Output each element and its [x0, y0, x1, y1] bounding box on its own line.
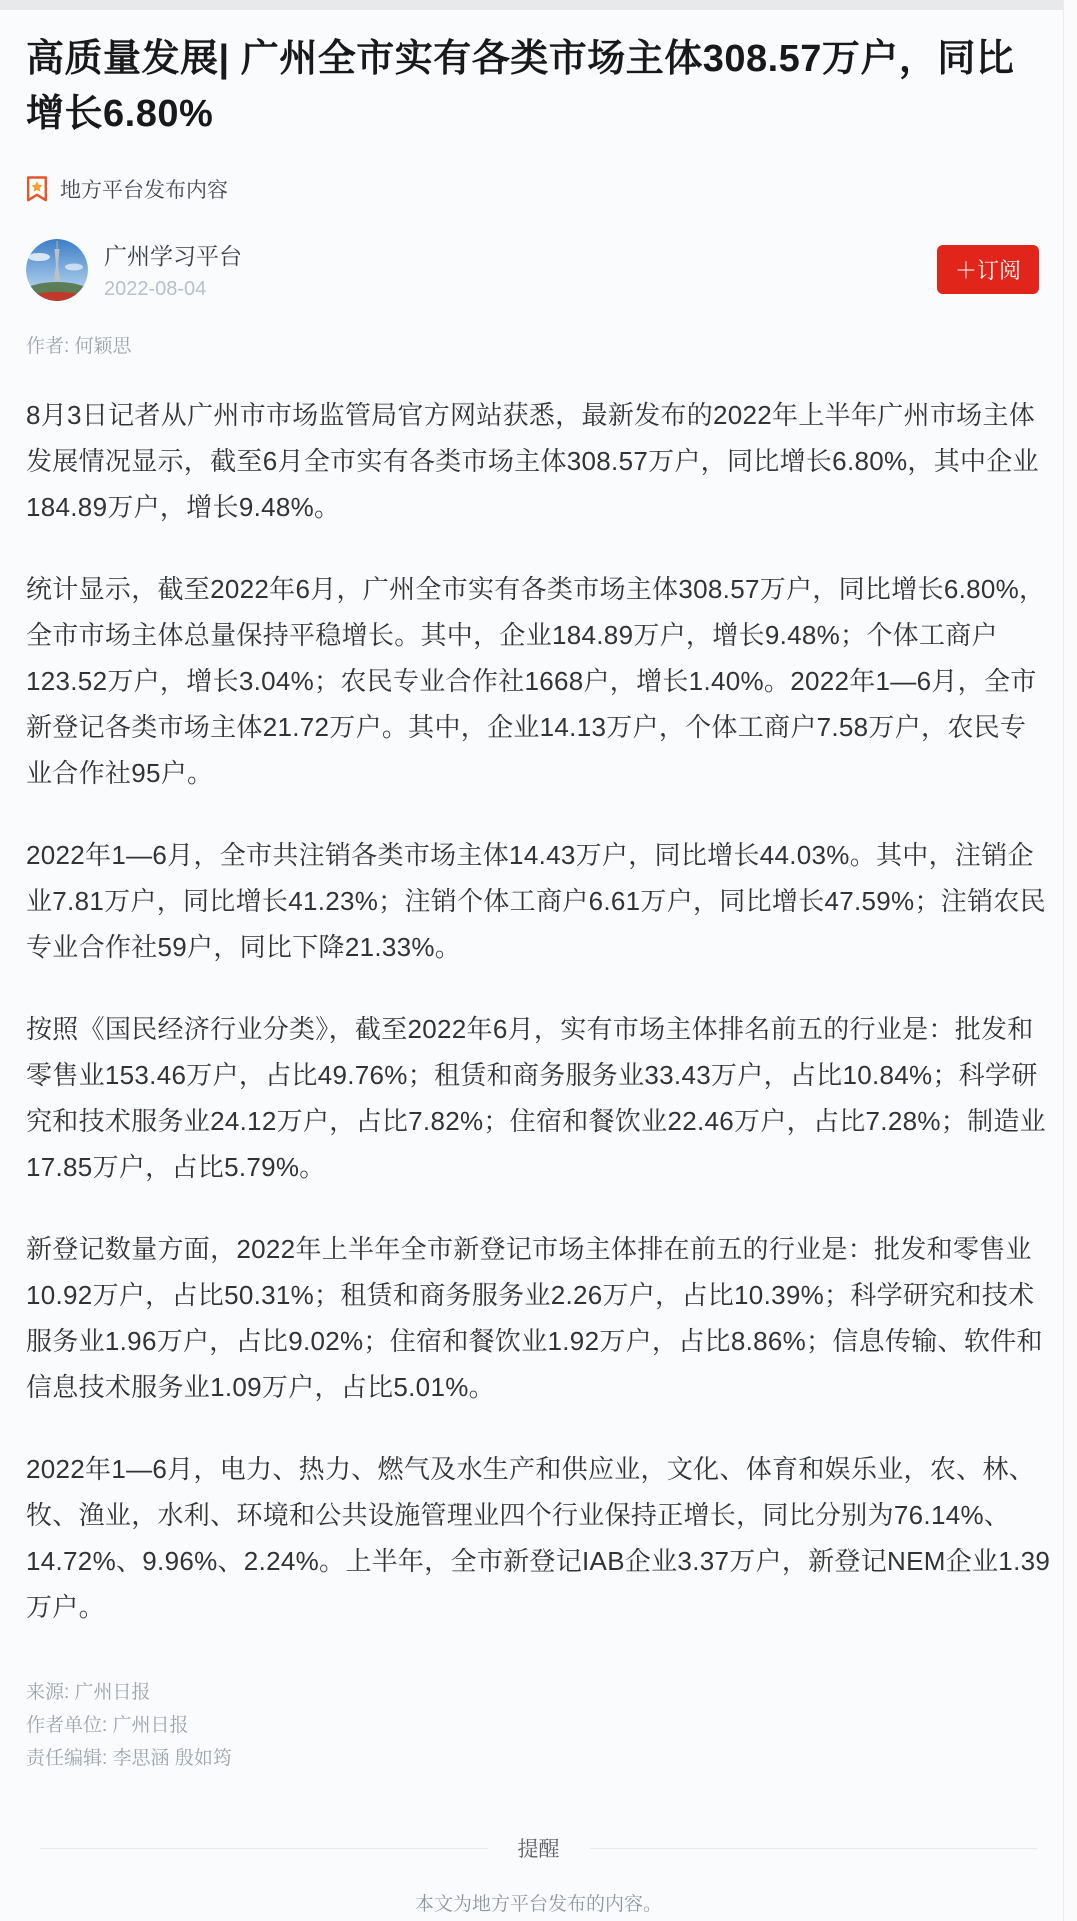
publisher-avatar[interactable] [26, 239, 88, 301]
top-strip [0, 0, 1077, 10]
source-line: 来源: 广州日报 [26, 1682, 151, 1703]
reminder-title: 提醒 [517, 1838, 560, 1861]
publish-date: 2022-08-04 [104, 278, 207, 300]
paragraph-5: 新登记数量方面，2022年上半年全市新登记市场主体排在前五的行业是：批发和零售业10.92万户，占比50.31%；租赁和商务服务业2.26万户，占比10.39%；科学研究和技术服务业1.96万户，占比9.02%；住宿和餐饮业1.92万户，占比8.86%；信息传输、软件和信息技术服务业1.09万户，占比5.01%。 [26, 1234, 1043, 1402]
author-unit-line: 作者单位: 广州日报 [26, 1715, 189, 1736]
paragraph-2: 统计显示，截至2022年6月，广州全市实有各类市场主体308.57万户，同比增长6.80%，全市市场主体总量保持平稳增长。其中，企业184.89万户，增长9.48%；个体工商户123.52万户，增长3.04%；农民专业合作社1668户，增长1.40%。2022年1—6月，全市新登记各类市场主体21.72万户。其中，企业14.13万户，个体工商户7.58万户，农民专业合作社95户。 [26, 574, 1046, 788]
reminder-section [26, 1833, 1051, 1916]
publisher-info [104, 238, 242, 301]
subscribe-button[interactable]: ＋订阅 [937, 245, 1039, 294]
paragraph-6: 2022年1—6月，电力、热力、燃气及水生产和供应业，文化、体育和娱乐业，农、林、牧、渔业，水利、环境和公共设施管理业四个行业保持正增长，同比分别为76.14%、14.72%、9.96%、2.24%。上半年，全市新登记IAB企业3.37万户，新登记NEM企业1.39万户。 [26, 1454, 1051, 1622]
paragraph-3: 2022年1—6月，全市共注销各类市场主体14.43万户，同比增长44.03%。其中，注销企业7.81万户，同比增长41.23%；注销个体工商户6.61万户，同比增长47.59%；注销农民专业合作社59户，同比下降21.33%。 [26, 840, 1046, 962]
platform-badge [26, 174, 1051, 204]
scrollbar-track[interactable] [1063, 0, 1077, 1921]
divider-left [40, 1848, 488, 1849]
article-page [0, 32, 1077, 1916]
publisher-name[interactable]: 广州学习平台 [104, 243, 242, 269]
ribbon-star-icon [26, 176, 48, 202]
page-title: 高质量发展| 广州全市实有各类市场主体308.57万户，同比增长6.80% [26, 38, 1015, 135]
paragraph-4: 按照《国民经济行业分类》，截至2022年6月，实有市场主体排名前五的行业是：批发和零售业153.46万户，占比49.76%；租赁和商务服务业33.43万户，占比10.84%；科学研究和技术服务业24.12万户，占比7.82%；住宿和餐饮业22.46万户，占比7.28%；制造业17.85万户，占比5.79%。 [26, 1014, 1046, 1182]
author-line: 作者: 何颖思 [26, 336, 132, 357]
publisher-row [26, 238, 1051, 301]
paragraph-1: 8月3日记者从广州市市场监管局官方网站获悉，最新发布的2022年上半年广州市场主体发展情况显示，截至6月全市实有各类市场主体308.57万户，同比增长6.80%，其中企业184.89万户，增长9.48%。 [26, 400, 1039, 522]
divider-right [590, 1848, 1038, 1849]
reminder-header [40, 1833, 1037, 1863]
article-body [26, 392, 1051, 1630]
reminder-body: 本文为地方平台发布的内容。 [414, 1894, 662, 1915]
article-meta [26, 1676, 1051, 1775]
editors-line: 责任编辑: 李思涵 殷如筠 [26, 1748, 232, 1769]
platform-badge-label: 地方平台发布内容 [60, 179, 228, 202]
